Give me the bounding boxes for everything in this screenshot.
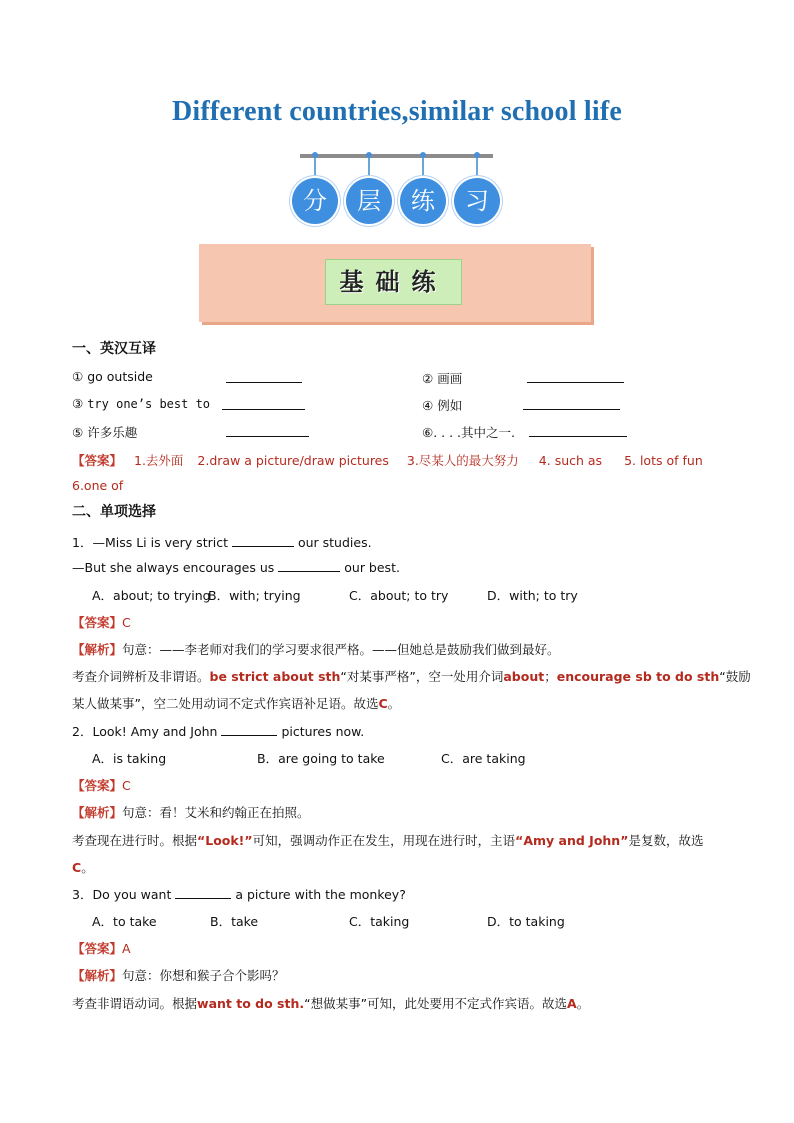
analysis-tag: 【解析】 (72, 642, 123, 657)
explanation-line (72, 831, 703, 849)
question-1 (72, 533, 372, 551)
answer-tag: 【答案】 (72, 615, 123, 630)
translation-item (422, 369, 462, 387)
explanation-key: A (567, 996, 577, 1011)
explanation-text: 考查现在进行时。根据 (72, 833, 198, 848)
question-text: 3．Do you want (72, 887, 172, 902)
explanation-text: “对某事严格”，空一处用介词 (340, 669, 504, 684)
translation-item (72, 423, 137, 441)
explanation-text: 某人做某事”，空二处用动词不定式作宾语补足语。故选 (72, 696, 379, 711)
hanger-dot (312, 152, 318, 158)
explanation-key: want to do sth. (197, 996, 305, 1011)
level-banner-label: 基础练 (325, 259, 462, 305)
item-text: go outside (87, 369, 153, 384)
option-a[interactable]: A．is taking (92, 751, 167, 766)
option-a[interactable]: A．to take (92, 914, 157, 929)
section-heading: 一、英汉互译 (72, 341, 156, 357)
answer-blank[interactable] (523, 397, 620, 410)
question-text: 1．—Miss Li is very strict (72, 535, 228, 550)
translation-item (422, 396, 462, 414)
answer-value: 3.尽某人的最大努力 (406, 453, 519, 468)
explanation-text: “想做某事”可知，此处要用不定式作宾语。故选 (304, 996, 568, 1011)
page-title: Different countries,similar school life (171, 96, 623, 127)
explanation-text: 考查介词辨析及非谓语。 (72, 669, 210, 684)
explanation-key: C (72, 860, 82, 875)
answer-blank[interactable] (232, 534, 294, 547)
question-3 (72, 885, 406, 903)
circle-label: 练 (400, 178, 446, 224)
translation-item (422, 423, 515, 441)
item-number: ④ (422, 398, 434, 413)
translation-item (72, 396, 210, 411)
item-text: 画画 (437, 371, 463, 386)
answer-value: 2.draw a picture/draw pictures (197, 453, 389, 468)
item-number: ⑥ (422, 425, 434, 440)
explanation-line (72, 858, 94, 876)
answer-value: 6.one of (72, 478, 124, 493)
answer-blank[interactable] (222, 397, 305, 410)
explanation-key: be strict about sth (209, 669, 341, 684)
explanation-text: 。 (81, 860, 94, 875)
answer-blank[interactable] (527, 370, 624, 383)
explanation-key: C (378, 696, 388, 711)
answer-blank[interactable] (529, 424, 627, 437)
answer-tag: 【答案】 (72, 941, 123, 956)
explanation-key: about (503, 669, 545, 684)
analysis-line (72, 966, 285, 984)
analysis-tag: 【解析】 (72, 805, 123, 820)
option-b[interactable]: B．are going to take (257, 751, 385, 766)
analysis-text: 句意：你想和猴子合个影吗？ (122, 968, 285, 983)
answer-line (72, 939, 131, 957)
item-text: 许多乐趣 (87, 425, 138, 440)
hanger-dot (420, 152, 426, 158)
item-number: ⑤ (72, 425, 84, 440)
option-c[interactable]: C．about; to try (349, 588, 449, 603)
option-d[interactable]: D．to taking (487, 914, 565, 929)
explanation-text: 。 (387, 696, 401, 711)
item-number: ① (72, 369, 84, 384)
option-d[interactable]: D．with; to try (487, 588, 578, 603)
item-text: . . . .其中之一. (433, 425, 516, 440)
answer-value: A (122, 941, 131, 956)
explanation-key: “Look!” (197, 833, 253, 848)
explanation-line (72, 994, 589, 1012)
explanation-text: 是复数，故选 (628, 833, 704, 848)
option-b[interactable]: B．take (210, 914, 259, 929)
question-text: —But she always encourages us (72, 560, 275, 575)
answer-tag: 【答案】 (72, 453, 123, 468)
explanation-text: 考查非谓语动词。根据 (72, 996, 198, 1011)
translation-item (72, 369, 153, 384)
analysis-line (72, 640, 560, 658)
explanation-line (72, 667, 751, 685)
option-a[interactable]: A．about; to trying (92, 588, 211, 603)
question-text: our studies. (297, 535, 372, 550)
answer-value: 4. such as (538, 453, 603, 468)
item-number: ③ (72, 396, 84, 411)
hanger-dot (366, 152, 372, 158)
explanation-text: 可知，强调动作正在发生，用现在进行时，主语 (252, 833, 516, 848)
explanation-key: “Amy and John” (515, 833, 629, 848)
answer-blank[interactable] (226, 370, 302, 383)
answer-blank[interactable] (278, 559, 340, 572)
answer-value: 1.去外面 (134, 453, 184, 468)
answer-line (72, 613, 131, 631)
hanger-dot (474, 152, 480, 158)
question-2 (72, 722, 364, 740)
answer-tag: 【答案】 (72, 778, 123, 793)
question-text: a picture with the monkey? (235, 887, 406, 902)
question-1-line2 (72, 559, 400, 575)
answer-value: 5. lots of fun (624, 453, 703, 468)
explanation-line (72, 694, 400, 712)
analysis-text: 句意：看！艾米和约翰正在拍照。 (122, 805, 310, 820)
explanation-text: “鼓励 (719, 669, 751, 684)
section-heading: 二、单项选择 (72, 504, 156, 520)
answer-blank[interactable] (175, 886, 231, 899)
circle-label: 分 (292, 178, 338, 224)
question-text: our best. (344, 560, 400, 575)
answer-blank[interactable] (221, 723, 277, 736)
answer-line (72, 776, 131, 794)
analysis-text: 句意：——李老师对我们的学习要求很严格。——但她总是鼓励我们做到最好。 (122, 642, 560, 657)
item-text: try one’s best to (87, 397, 211, 411)
answer-value: C (122, 778, 131, 793)
answer-line (72, 451, 703, 469)
option-c[interactable]: C．taking (349, 914, 410, 929)
answer-blank[interactable] (226, 424, 309, 437)
circle-label: 习 (454, 178, 500, 224)
question-text: 2．Look! Amy and John (72, 724, 218, 739)
item-number: ② (422, 371, 434, 386)
explanation-text: 。 (576, 996, 590, 1011)
analysis-tag: 【解析】 (72, 968, 123, 983)
circle-label: 层 (346, 178, 392, 224)
question-text: pictures now. (281, 724, 365, 739)
explanation-text: ； (544, 669, 557, 684)
item-text: 例如 (437, 398, 463, 413)
hanger-bar (300, 154, 493, 158)
explanation-key: encourage sb to do sth (556, 669, 720, 684)
option-c[interactable]: C．are taking (441, 751, 526, 766)
analysis-line (72, 803, 310, 821)
option-b[interactable]: B．with; trying (208, 588, 301, 603)
answer-value: C (122, 615, 131, 630)
